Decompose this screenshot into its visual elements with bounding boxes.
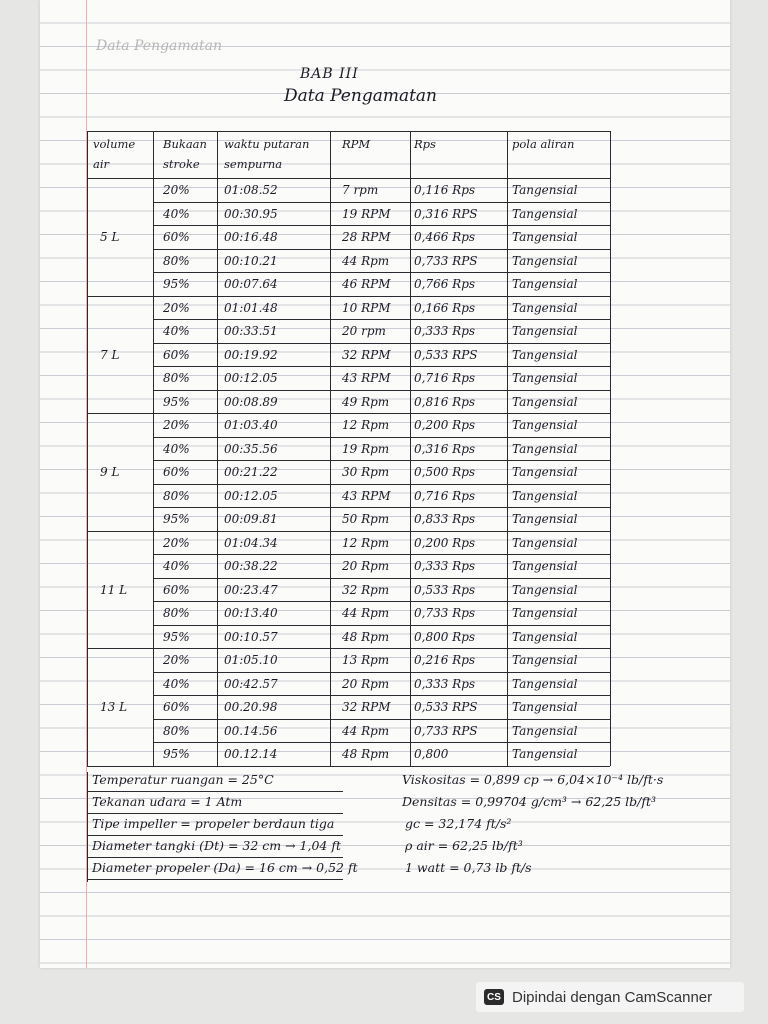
table-row-line xyxy=(153,343,610,344)
rps-cell: 0,833 Rps xyxy=(414,512,476,526)
time-cell: 00:08.89 xyxy=(224,394,278,409)
stroke-cell: 20% xyxy=(163,418,190,432)
pola-cell: Tangensial xyxy=(512,206,578,221)
time-cell: 00:16.48 xyxy=(224,230,278,244)
table-row-line xyxy=(153,742,610,743)
stroke-cell: 80% xyxy=(163,488,190,503)
watermark-text: Dipindai dengan CamScanner xyxy=(512,988,713,1006)
camscanner-logo: CS xyxy=(484,989,504,1005)
column-header-subline: stroke xyxy=(163,157,200,171)
time-cell: 00:42.57 xyxy=(224,676,278,691)
volume-cell: 11 L xyxy=(100,582,128,597)
pola-cell: Tangensial xyxy=(512,582,578,597)
rpm-cell: 49 Rpm xyxy=(342,394,390,409)
table-header-line xyxy=(87,178,610,179)
pola-cell: Tangensial xyxy=(512,747,578,761)
pola-cell: Tangensial xyxy=(512,253,578,268)
pola-cell: Tangensial xyxy=(512,700,578,714)
rpm-cell: 43 RPM xyxy=(342,371,391,385)
stroke-cell: 95% xyxy=(163,747,190,761)
table-row-line xyxy=(153,272,610,273)
pola-cell: Tangensial xyxy=(512,418,578,432)
table-row-line xyxy=(153,578,610,579)
condition-underline xyxy=(88,835,343,836)
column-header-subline: sempurna xyxy=(224,157,283,171)
time-cell: 00.20.98 xyxy=(224,700,278,714)
stroke-cell: 95% xyxy=(163,394,190,409)
group-separator xyxy=(87,766,610,767)
time-cell: 00.12.14 xyxy=(224,747,278,761)
rps-cell: 0,200 Rps xyxy=(414,418,476,432)
rpm-cell: 20 rpm xyxy=(342,324,386,338)
time-cell: 01:04.34 xyxy=(224,535,278,550)
stroke-cell: 20% xyxy=(163,535,190,550)
time-cell: 00:12.05 xyxy=(224,371,278,385)
rpm-cell: 48 Rpm xyxy=(342,747,390,761)
rps-cell: 0,333 Rps xyxy=(414,676,476,691)
column-header-subline: air xyxy=(93,157,110,171)
rps-cell: 0,733 RPS xyxy=(414,253,478,268)
stroke-cell: 60% xyxy=(163,582,190,597)
rpm-cell: 20 Rpm xyxy=(342,676,390,691)
time-cell: 01:05.10 xyxy=(224,653,278,667)
stroke-cell: 20% xyxy=(163,653,190,667)
time-cell: 00:33.51 xyxy=(224,324,278,338)
rps-cell: 0,533 Rps xyxy=(414,582,476,597)
time-cell: 00:19.92 xyxy=(224,347,278,362)
condition-right-item: Viskositas = 0,899 cp → 6,04×10⁻⁴ lb/ft·s xyxy=(402,771,664,787)
table-row-line xyxy=(153,225,610,226)
stroke-cell: 60% xyxy=(163,230,190,244)
rpm-cell: 20 Rpm xyxy=(342,559,390,573)
table-column-line xyxy=(410,131,411,766)
group-separator xyxy=(87,648,610,649)
page-title: Data Pengamatan xyxy=(284,86,438,106)
column-header: waktu putaran xyxy=(224,137,310,151)
table-row-line xyxy=(153,601,610,602)
rps-cell: 0,766 Rps xyxy=(414,277,476,291)
stroke-cell: 20% xyxy=(163,183,190,197)
rps-cell: 0,316 RPS xyxy=(414,206,478,221)
rpm-cell: 13 Rpm xyxy=(342,653,390,667)
rpm-cell: 32 RPM xyxy=(342,347,391,362)
rps-cell: 0,533 RPS xyxy=(414,347,478,362)
stroke-cell: 40% xyxy=(163,324,190,338)
time-cell: 00:10.57 xyxy=(224,629,278,644)
rpm-cell: 44 Rpm xyxy=(342,253,390,268)
volume-cell: 9 L xyxy=(100,465,120,479)
group-separator xyxy=(87,531,610,532)
stroke-cell: 95% xyxy=(163,629,190,644)
table-column-line xyxy=(153,131,154,766)
column-header: Rps xyxy=(414,137,436,151)
table-row-line xyxy=(153,249,610,250)
condition-left-item: Tipe impeller = propeler berdaun tiga xyxy=(92,815,335,831)
stroke-cell: 80% xyxy=(163,253,190,268)
rps-cell: 0,333 Rps xyxy=(414,559,476,573)
time-cell: 00:07.64 xyxy=(224,277,278,291)
time-cell: 01:03.40 xyxy=(224,418,278,432)
time-cell: 00:35.56 xyxy=(224,441,278,456)
rpm-cell: 44 Rpm xyxy=(342,606,390,620)
condition-left-item: Temperatur ruangan = 25°C xyxy=(92,771,274,787)
pola-cell: Tangensial xyxy=(512,723,578,738)
pola-cell: Tangensial xyxy=(512,488,578,503)
table-row-line xyxy=(153,554,610,555)
pola-cell: Tangensial xyxy=(512,277,578,291)
chapter-title: BAB III xyxy=(300,66,359,82)
column-header: Bukaan xyxy=(163,137,207,151)
rps-cell: 0,466 Rps xyxy=(414,230,476,244)
table-row-line xyxy=(153,484,610,485)
stroke-cell: 95% xyxy=(163,277,190,291)
pola-cell: Tangensial xyxy=(512,559,578,573)
rps-cell: 0,733 Rps xyxy=(414,606,476,620)
rps-cell: 0,533 RPS xyxy=(414,700,478,714)
column-header: pola aliran xyxy=(512,137,575,151)
pola-cell: Tangensial xyxy=(512,183,578,197)
stroke-cell: 40% xyxy=(163,676,190,691)
rps-cell: 0,500 Rps xyxy=(414,465,476,479)
time-cell: 00:30.95 xyxy=(224,206,278,221)
pola-cell: Tangensial xyxy=(512,465,578,479)
table-column-line xyxy=(217,131,218,766)
condition-right-item: gc = 32,174 ft/s² xyxy=(405,815,512,831)
table-row-line xyxy=(153,437,610,438)
volume-cell: 5 L xyxy=(100,230,120,244)
stroke-cell: 60% xyxy=(163,700,190,714)
time-cell: 00.14.56 xyxy=(224,723,278,738)
time-cell: 00:09.81 xyxy=(224,512,278,526)
stroke-cell: 20% xyxy=(163,300,190,315)
table-column-line xyxy=(87,131,88,766)
condition-underline xyxy=(88,879,343,880)
stroke-cell: 40% xyxy=(163,559,190,573)
time-cell: 00:13.40 xyxy=(224,606,278,620)
rpm-cell: 50 Rpm xyxy=(342,512,390,526)
table-row-line xyxy=(153,319,610,320)
pola-cell: Tangensial xyxy=(512,371,578,385)
stroke-cell: 95% xyxy=(163,512,190,526)
rpm-cell: 43 RPM xyxy=(342,488,391,503)
conditions-border xyxy=(87,772,88,882)
rpm-cell: 7 rpm xyxy=(342,183,379,197)
stroke-cell: 40% xyxy=(163,206,190,221)
pola-cell: Tangensial xyxy=(512,300,578,315)
time-cell: 01:01.48 xyxy=(224,300,278,315)
rpm-cell: 32 Rpm xyxy=(342,582,390,597)
table-column-line xyxy=(330,131,331,766)
condition-left-item: Tekanan udara = 1 Atm xyxy=(92,793,243,809)
condition-left-item: Diameter tangki (Dt) = 32 cm → 1,04 ft xyxy=(92,837,341,853)
stroke-cell: 80% xyxy=(163,371,190,385)
column-header: RPM xyxy=(342,137,371,151)
time-cell: 00:38.22 xyxy=(224,559,278,573)
table-row-line xyxy=(153,460,610,461)
rps-cell: 0,716 Rps xyxy=(414,371,476,385)
time-cell: 00:10.21 xyxy=(224,253,278,268)
rps-cell: 0,800 Rps xyxy=(414,629,476,644)
time-cell: 00:23.47 xyxy=(224,582,278,597)
table-row-line xyxy=(153,366,610,367)
rpm-cell: 28 RPM xyxy=(342,230,391,244)
volume-cell: 7 L xyxy=(100,347,120,362)
pola-cell: Tangensial xyxy=(512,535,578,550)
table-column-line xyxy=(507,131,508,766)
stroke-cell: 80% xyxy=(163,606,190,620)
condition-right-item: 1 watt = 0,73 lb ft/s xyxy=(405,859,532,875)
rpm-cell: 44 Rpm xyxy=(342,723,390,738)
table-row-line xyxy=(153,202,610,203)
pola-cell: Tangensial xyxy=(512,441,578,456)
rps-cell: 0,216 Rps xyxy=(414,653,476,667)
condition-underline xyxy=(88,791,343,792)
time-cell: 00:21.22 xyxy=(224,465,278,479)
pola-cell: Tangensial xyxy=(512,230,578,244)
table-row-line xyxy=(153,625,610,626)
condition-underline xyxy=(88,813,343,814)
rpm-cell: 19 Rpm xyxy=(342,441,390,456)
rps-cell: 0,800 xyxy=(414,747,449,761)
stroke-cell: 40% xyxy=(163,441,190,456)
rpm-cell: 48 Rpm xyxy=(342,629,390,644)
stroke-cell: 60% xyxy=(163,347,190,362)
table-row-line xyxy=(153,672,610,673)
group-separator xyxy=(87,296,610,297)
column-header: volume xyxy=(93,137,136,151)
rps-cell: 0,733 RPS xyxy=(414,723,478,738)
rpm-cell: 19 RPM xyxy=(342,206,391,221)
condition-left-item: Diameter propeler (Da) = 16 cm → 0,52 ft xyxy=(92,859,358,875)
pola-cell: Tangensial xyxy=(512,347,578,362)
time-cell: 00:12.05 xyxy=(224,488,278,503)
time-cell: 01:08.52 xyxy=(224,183,278,197)
table-row-line xyxy=(153,507,610,508)
rps-cell: 0,316 Rps xyxy=(414,441,476,456)
pola-cell: Tangensial xyxy=(512,324,578,338)
pola-cell: Tangensial xyxy=(512,653,578,667)
group-separator xyxy=(87,413,610,414)
rps-cell: 0,333 Rps xyxy=(414,324,476,338)
rpm-cell: 10 RPM xyxy=(342,300,391,315)
pola-cell: Tangensial xyxy=(512,606,578,620)
rps-cell: 0,166 Rps xyxy=(414,300,476,315)
table-column-line xyxy=(610,131,611,766)
table-header-line xyxy=(87,131,610,132)
condition-right-item: Densitas = 0,99704 g/cm³ → 62,25 lb/ft³ xyxy=(402,793,656,809)
volume-cell: 13 L xyxy=(100,700,128,714)
camscanner-watermark xyxy=(476,982,744,1012)
rps-cell: 0,200 Rps xyxy=(414,535,476,550)
rps-cell: 0,716 Rps xyxy=(414,488,476,503)
stroke-cell: 60% xyxy=(163,465,190,479)
pola-cell: Tangensial xyxy=(512,629,578,644)
condition-underline xyxy=(88,857,343,858)
table-row-line xyxy=(153,719,610,720)
pola-cell: Tangensial xyxy=(512,512,578,526)
rpm-cell: 12 Rpm xyxy=(342,418,390,432)
rpm-cell: 12 Rpm xyxy=(342,535,390,550)
table-row-line xyxy=(153,695,610,696)
rpm-cell: 30 Rpm xyxy=(342,465,390,479)
rpm-cell: 32 RPM xyxy=(342,700,391,714)
rpm-cell: 46 RPM xyxy=(342,277,391,291)
pola-cell: Tangensial xyxy=(512,394,578,409)
condition-right-item: ρ air = 62,25 lb/ft³ xyxy=(405,837,523,853)
rps-cell: 0,116 Rps xyxy=(414,183,476,197)
rps-cell: 0,816 Rps xyxy=(414,394,476,409)
stroke-cell: 80% xyxy=(163,723,190,738)
table-row-line xyxy=(153,390,610,391)
pola-cell: Tangensial xyxy=(512,676,578,691)
faint-header-text: Data Pengamatan xyxy=(96,38,223,54)
